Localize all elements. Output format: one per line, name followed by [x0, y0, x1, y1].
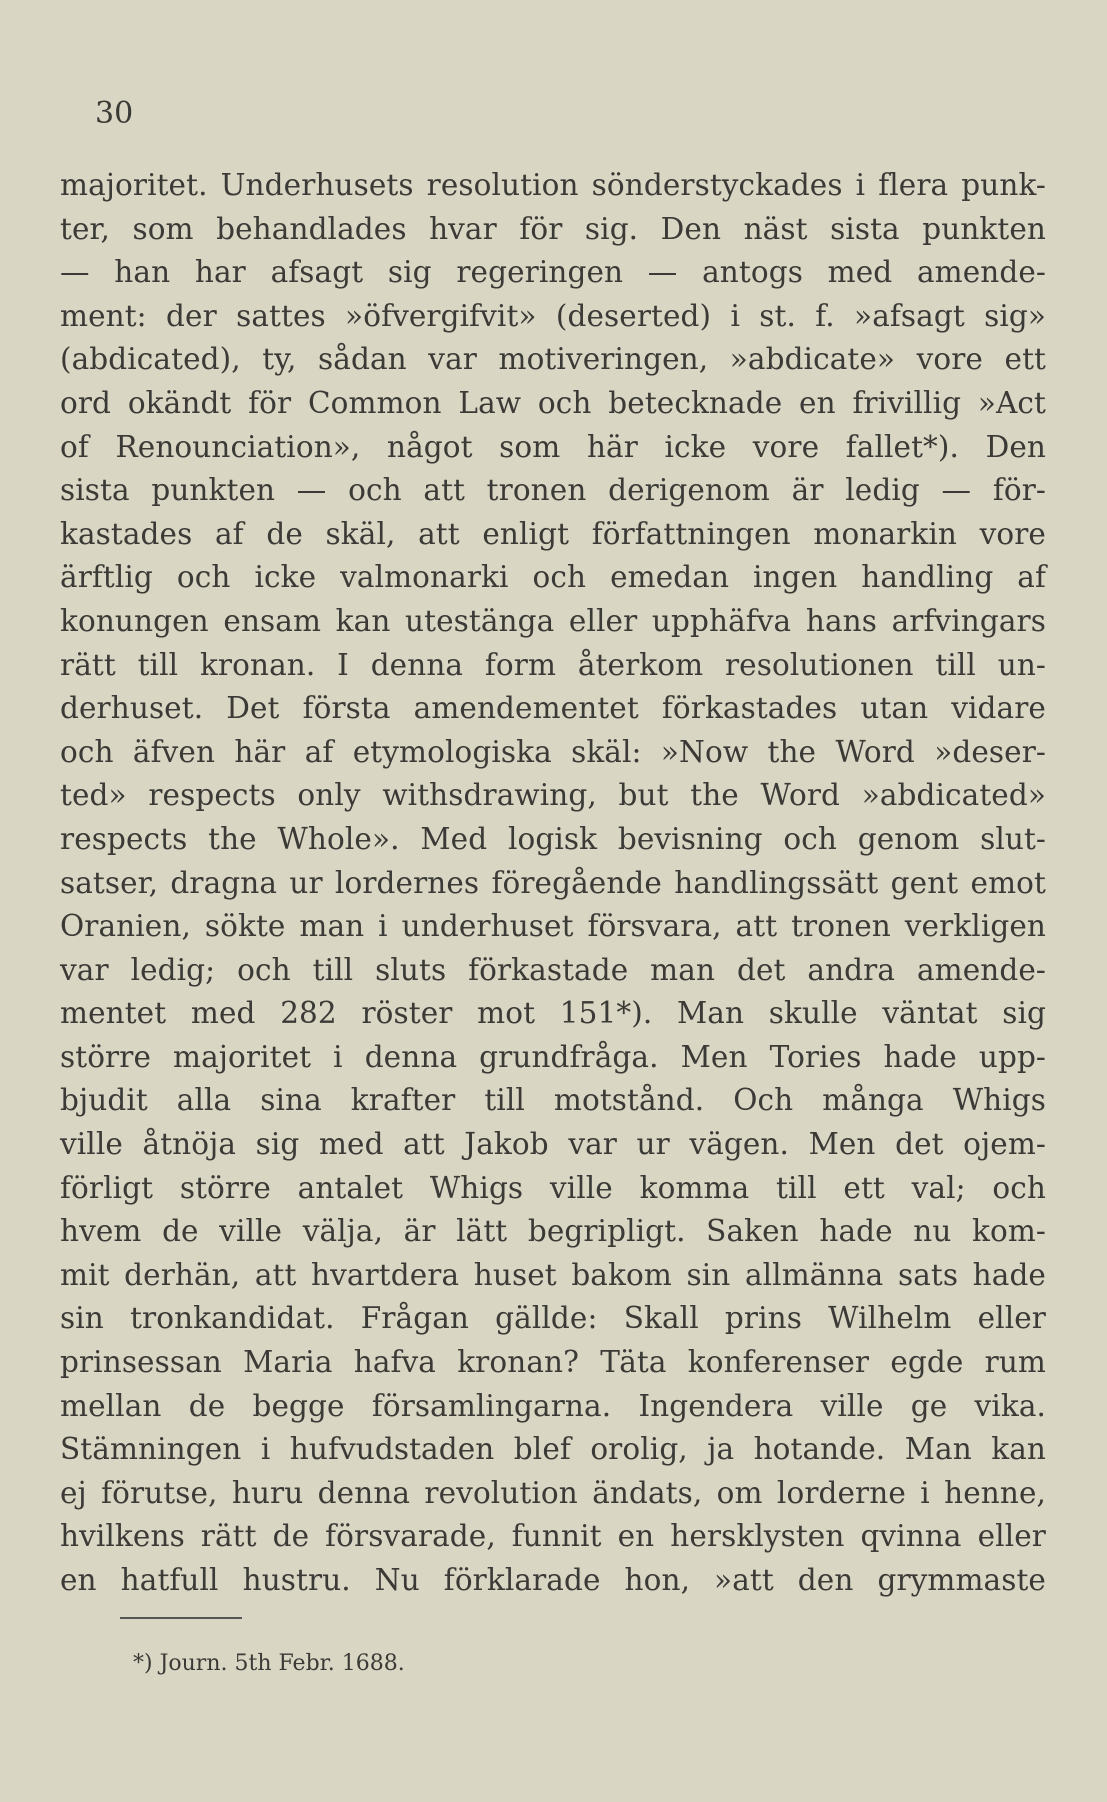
text-line: mentet med 282 röster mot 151*). Man skulle väntat sig — [60, 996, 1046, 1031]
text-line: Stämningen i hufvudstaden blef orolig, ja hotande. Man kan — [60, 1432, 1046, 1467]
text-line: sista punkten — och att tronen derigenom är ledig — för- — [60, 473, 1046, 508]
text-line: större majoritet i denna grundfråga. Men Tories hade upp- — [60, 1039, 1046, 1074]
body-text — [60, 164, 1046, 1603]
text-line: en hatfull hustru. Nu förklarade hon, »att den grymmaste — [60, 1563, 1046, 1597]
text-line: bjudit alla sina krafter till motstånd. Och många Whigs — [60, 1083, 1046, 1118]
text-line: satser, dragna ur lordernes föregående handlingssätt gent emot — [60, 865, 1046, 900]
text-line: Oranien, sökte man i underhuset försvara, att tronen verkligen — [60, 909, 1046, 944]
footnote-divider — [120, 1617, 242, 1619]
text-line: mellan de begge församlingarna. Ingendera ville ge vika. — [60, 1388, 1046, 1423]
text-line: ter, som behandlades hvar för sig. Den näst sista punkten — [60, 211, 1046, 246]
page-number: 30 — [95, 96, 134, 131]
text-line: förligt större antalet Whigs ville komma till ett val; och — [60, 1170, 1046, 1205]
text-line: rätt till kronan. I denna form återkom resolutionen till un- — [60, 647, 1046, 682]
text-line: hvem de ville välja, är lätt begripligt. Saken hade nu kom- — [60, 1214, 1046, 1249]
text-line: sin tronkandidat. Frågan gällde: Skall prins Wilhelm eller — [60, 1301, 1046, 1336]
text-line: respects the Whole». Med logisk bevisning och genom slut- — [60, 821, 1046, 856]
text-line: (abdicated), ty, sådan var motiveringen, »abdicate» vore ett — [60, 342, 1046, 377]
text-line: majoritet. Underhusets resolution sönderstyckades i flera punk- — [60, 168, 1046, 202]
text-line: prinsessan Maria hafva kronan? Täta konferenser egde rum — [60, 1345, 1046, 1380]
text-line: ment: der sattes »öfvergifvit» (deserted) i st. f. »afsagt sig» — [60, 298, 1046, 333]
text-line: kastades af de skäl, att enligt författningen monarkin vore — [60, 516, 1046, 551]
text-line: ärftlig och icke valmonarki och emedan ingen handling af — [60, 560, 1046, 595]
text-line: of Renounciation», något som här icke vore fallet*). Den — [60, 429, 1046, 464]
text-line: — han har afsagt sig regeringen — antogs med amende- — [60, 255, 1046, 290]
text-line: och äfven här af etymologiska skäl: »Now the Word »deser- — [60, 734, 1046, 769]
footnote: *) Journ. 5th Febr. 1688. — [133, 1651, 405, 1676]
text-line: konungen ensam kan utestänga eller upphäfva hans arfvingars — [60, 603, 1046, 638]
text-line: derhuset. Det första amendementet förkastades utan vidare — [60, 691, 1046, 726]
text-line: ville åtnöja sig med att Jakob var ur vägen. Men det ojem- — [60, 1127, 1046, 1162]
text-line: var ledig; och till sluts förkastade man det andra amende- — [60, 952, 1046, 987]
text-line: ted» respects only withsdrawing, but the Word »abdicated» — [60, 778, 1046, 813]
text-line: mit derhän, att hvartdera huset bakom sin allmänna sats hade — [60, 1257, 1046, 1292]
text-line: ord okändt för Common Law och betecknade en frivillig »Act — [60, 385, 1046, 420]
text-line: hvilkens rätt de försvarade, funnit en hersklysten qvinna eller — [60, 1519, 1046, 1554]
text-line: ej förutse, huru denna revolution ändats, om lorderne i henne, — [60, 1475, 1046, 1510]
